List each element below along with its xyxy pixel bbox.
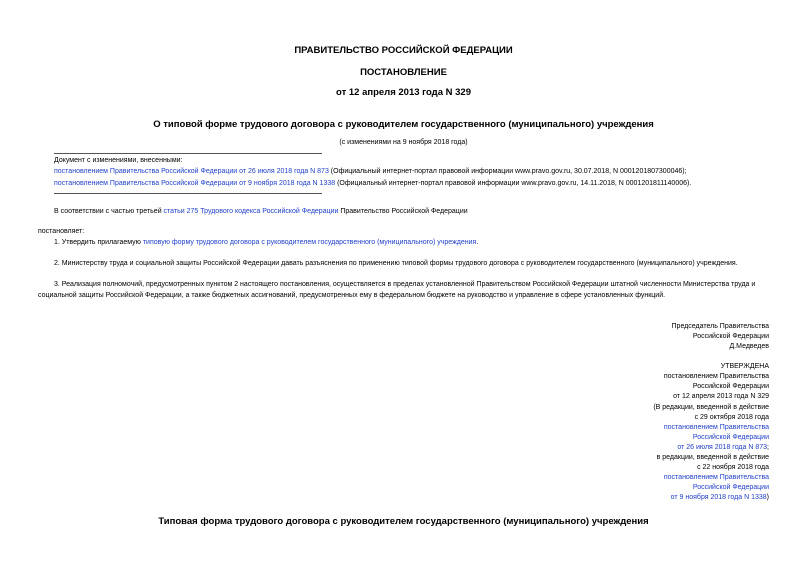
item-1-end: . [476,239,479,246]
amendment-link-873[interactable]: Российской Федерации [692,434,769,441]
signature-title: Председатель Правительства [671,323,769,330]
changes-note: (с изменениями на 9 ноября 2018 года) [339,139,468,146]
approved-line: в редакции, введенной в действие [656,454,769,461]
preamble-text-end: Правительство Российской Федерации [338,208,468,215]
form-title: Типовая форма трудового договора с руководителем государственного (муниципального) учреждения [158,516,649,527]
preamble-paragraph [54,208,468,215]
punctuation: ) [766,494,769,501]
preamble-text: В соответствии с частью третьей [54,208,164,215]
document-title: О типовой форме трудового договора с руководителем государственного (муниципального) учреждения [153,119,654,130]
change-item [54,180,691,187]
approved-line: с 29 октября 2018 года [694,414,769,421]
approved-line: от 12 апреля 2013 года N 329 [673,393,769,400]
labor-code-link[interactable]: статьи 275 Трудового кодекса Российской Федерации [163,208,339,215]
change-source: (Официальный интернет-портал правовой информации www.pravo.gov.ru, 30.07.2018, N 0001201807300046); [328,168,687,175]
change-link-1338[interactable]: постановлением Правительства Российской Федерации от 9 ноября 2018 года N 1338 [54,180,336,187]
bottom-divider [54,193,322,194]
resolves-label: постановляет: [38,228,85,235]
approved-line [671,494,769,501]
document-type: ПОСТАНОВЛЕНИЕ [360,67,447,78]
item-2: 2. Министерству труда и социальной защиты Российской Федерации давать разъяснения по применению типовой формы трудового договора с руководителем государственного (муниципального) учреждения. [54,260,738,267]
approved-title: УТВЕРЖДЕНА [720,363,769,370]
approved-line: с 22 ноября 2018 года [697,464,769,471]
change-item [54,168,687,175]
item-1 [54,239,478,246]
document-date-number: от 12 апреля 2013 года N 329 [336,87,471,98]
approved-line: постановлением Правительства [663,373,769,380]
government-name: ПРАВИТЕЛЬСТВО РОССИЙСКОЙ ФЕДЕРАЦИИ [294,45,513,56]
typical-form-link[interactable]: типовую форму трудового договора с руководителем государственного (муниципального) учреждения [142,239,477,246]
signature-country: Российской Федерации [692,333,769,340]
item-3-line-1: 3. Реализация полномочий, предусмотренных пунктом 2 настоящего постановления, осуществляется в пределах установленной Правительством Российской Федерации штатной численности Министерства труда и [54,281,756,288]
approved-line [677,444,769,451]
amendment-link-873[interactable]: постановлением Правительства [663,424,769,431]
change-source: (Официальный интернет-портал правовой информации www.pravo.gov.ru, 14.11.2018, N 0001201811140006). [335,180,692,187]
amendment-link-873[interactable]: от 26 июля 2018 года N 873 [677,444,768,451]
amendment-link-1338[interactable]: от 9 ноября 2018 года N 1338 [670,494,767,501]
item-1-text: 1. Утвердить прилагаемую [54,239,143,246]
top-divider [54,153,322,154]
amendment-link-1338[interactable]: постановлением Правительства [663,474,769,481]
item-3-line-2: социальной защиты Российской Федерации, а также бюджетных ассигнований, предусмотренных ему в федеральном бюджете на руководство и управление в сфере установленных функций. [38,292,666,299]
change-link-873[interactable]: постановлением Правительства Российской Федерации от 26 июля 2018 года N 873 [54,168,329,175]
amendment-link-1338[interactable]: Российской Федерации [692,484,769,491]
approved-line: (В редакции, введенной в действие [653,404,769,411]
signature-name: Д.Медведев [729,343,769,350]
approved-line: Российской Федерации [692,383,769,390]
punctuation: ; [767,444,769,451]
changes-intro: Документ с изменениями, внесенными: [54,157,183,164]
